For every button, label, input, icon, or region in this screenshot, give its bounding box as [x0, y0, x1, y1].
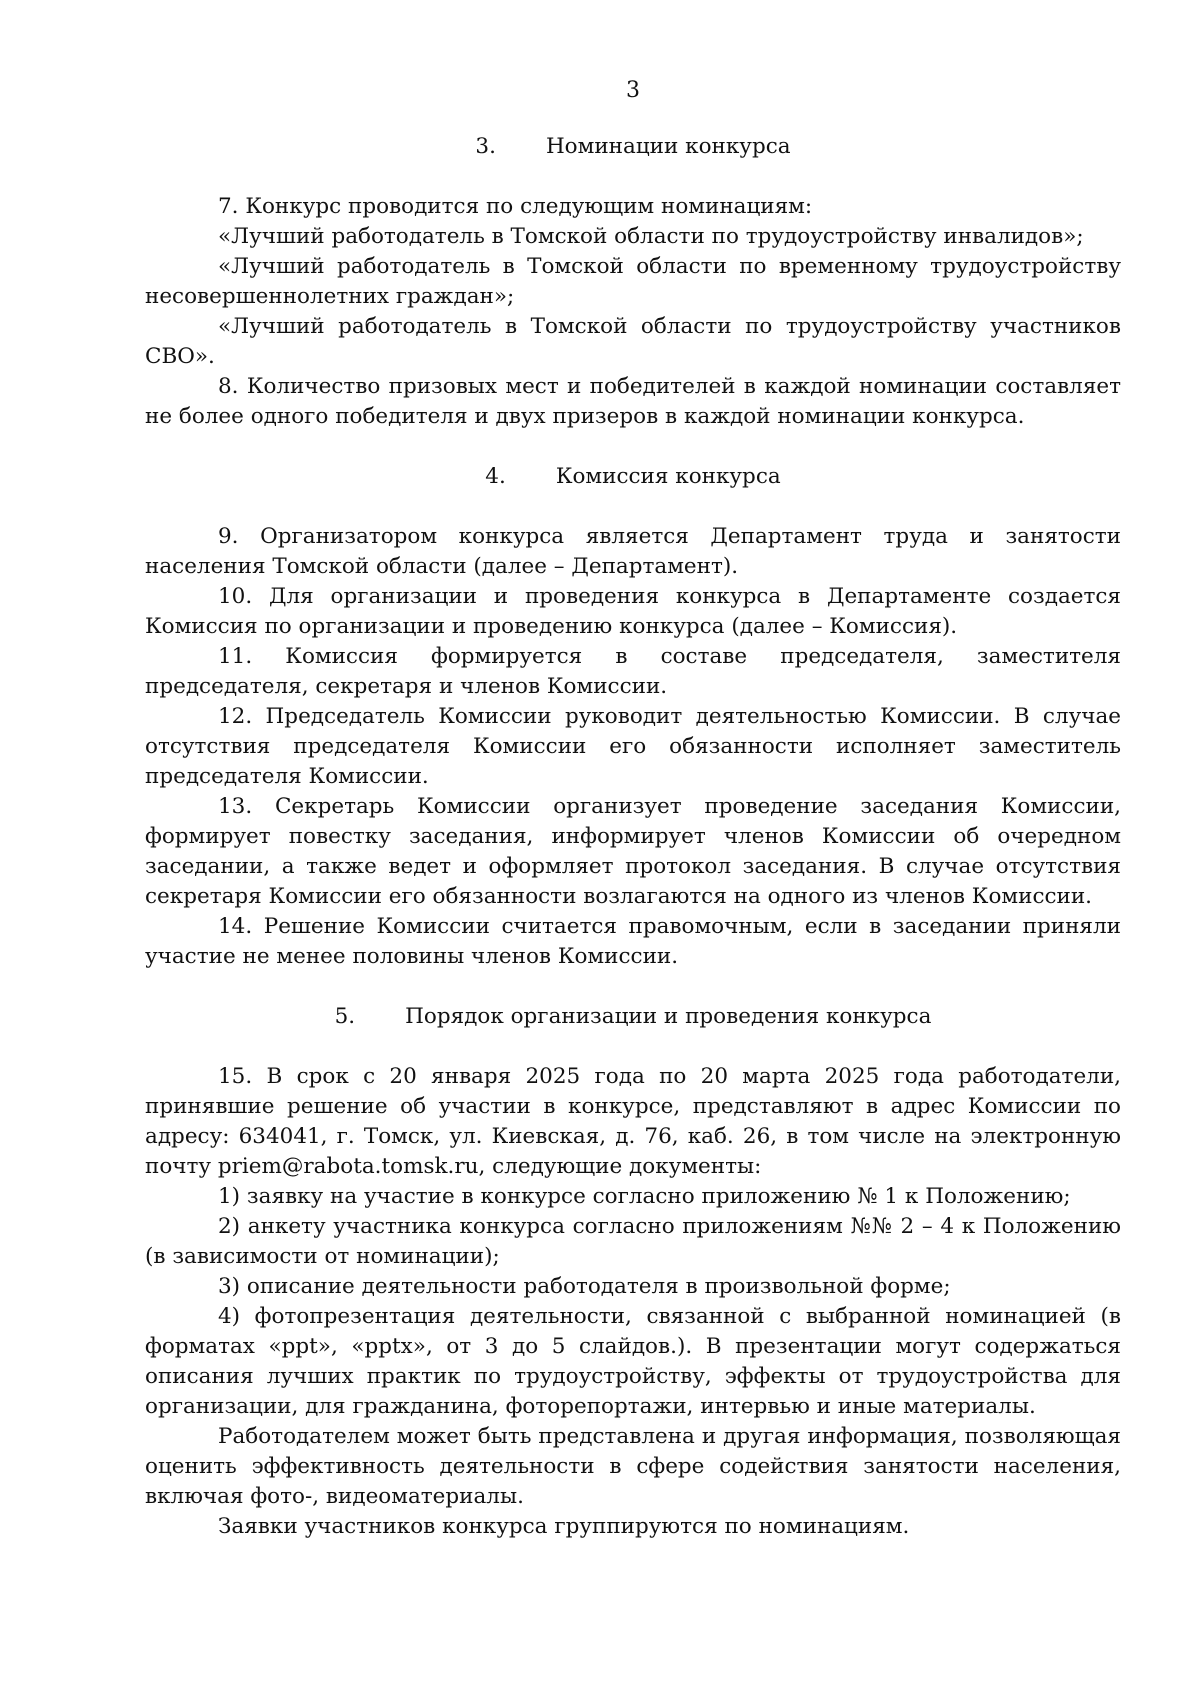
section-number: 3.: [475, 134, 496, 159]
paragraph: 2) анкету участника конкурса согласно приложениям №№ 2 – 4 к Положению (в зависимости от номинации);: [145, 1214, 1121, 1269]
paragraph: 12. Председатель Комиссии руководит деятельностью Комиссии. В случае отсутствия председателя Комиссии его обязанности исполняет заместитель председателя Комиссии.: [145, 704, 1121, 789]
paragraph: 7. Конкурс проводится по следующим номинациям:: [218, 194, 813, 219]
page-number: 3: [626, 78, 640, 103]
paragraph: Заявки участников конкурса группируются по номинациям.: [218, 1514, 910, 1539]
section-title: Номинации конкурса: [545, 134, 791, 159]
paragraph: Работодателем может быть представлена и другая информация, позволяющая оценить эффективность деятельности в сфере содействия занятости населения, включая фото-, видеоматериалы.: [145, 1424, 1121, 1509]
section-heading-5: [145, 1002, 1121, 1032]
paragraph: 11. Комиссия формируется в составе председателя, заместителя председателя, секретаря и членов Комиссии.: [145, 644, 1121, 699]
paragraph: «Лучший работодатель в Томской области по трудоустройству инвалидов»;: [218, 224, 1084, 249]
paragraph: 15. В срок с 20 января 2025 года по 20 марта 2025 года работодатели, принявшие решение об участии в конкурсе, представляют в адрес Комиссии по адресу: 634041, г. Томск, ул. Киевская, д. 76, каб. 26, в том числе на электронную почту priem@rabota.tomsk.ru, следующие документы:: [145, 1064, 1121, 1179]
paragraph: 1) заявку на участие в конкурсе согласно приложению № 1 к Положению;: [218, 1184, 1071, 1209]
section-title: Комиссия конкурса: [555, 464, 781, 489]
paragraph: 13. Секретарь Комиссии организует проведение заседания Комиссии, формирует повестку заседания, информирует членов Комиссии об очередном заседании, а также ведет и оформляет протокол заседания. В случае отсутствия секретаря Комиссии его обязанности возлагаются на одного из членов Комиссии.: [145, 794, 1121, 909]
section-heading-4: [145, 462, 1121, 492]
paragraph: «Лучший работодатель в Томской области по трудоустройству участников СВО».: [145, 314, 1121, 369]
paragraph: 3) описание деятельности работодателя в произвольной форме;: [218, 1274, 951, 1299]
section-number: 5.: [334, 1004, 356, 1029]
paragraph: 8. Количество призовых мест и победителей в каждой номинации составляет не более одного победителя и двух призеров в каждой номинации конкурса.: [145, 374, 1121, 429]
paragraph: 14. Решение Комиссии считается правомочным, если в заседании приняли участие не менее половины членов Комиссии.: [145, 914, 1121, 969]
section-number: 4.: [485, 464, 506, 489]
paragraph: «Лучший работодатель в Томской области по временному трудоустройству несовершеннолетних граждан»;: [145, 254, 1121, 309]
document-body: [145, 132, 1121, 1542]
section-heading-3: [145, 132, 1121, 162]
paragraph: 10. Для организации и проведения конкурса в Департаменте создается Комиссия по организации и проведению конкурса (далее – Комиссия).: [145, 584, 1121, 639]
paragraph: 4) фотопрезентация деятельности, связанной с выбранной номинацией (в форматах «ppt», «pptx», от 3 до 5 слайдов.). В презентации могут содержаться описания лучших практик по трудоустройству, эффекты от трудоустройства для организации, для гражданина, фоторепортажи, интервью и иные материалы.: [145, 1304, 1121, 1419]
section-title: Порядок организации и проведения конкурса: [405, 1004, 932, 1029]
paragraph: 9. Организатором конкурса является Департамент труда и занятости населения Томской области (далее – Департамент).: [145, 524, 1121, 579]
